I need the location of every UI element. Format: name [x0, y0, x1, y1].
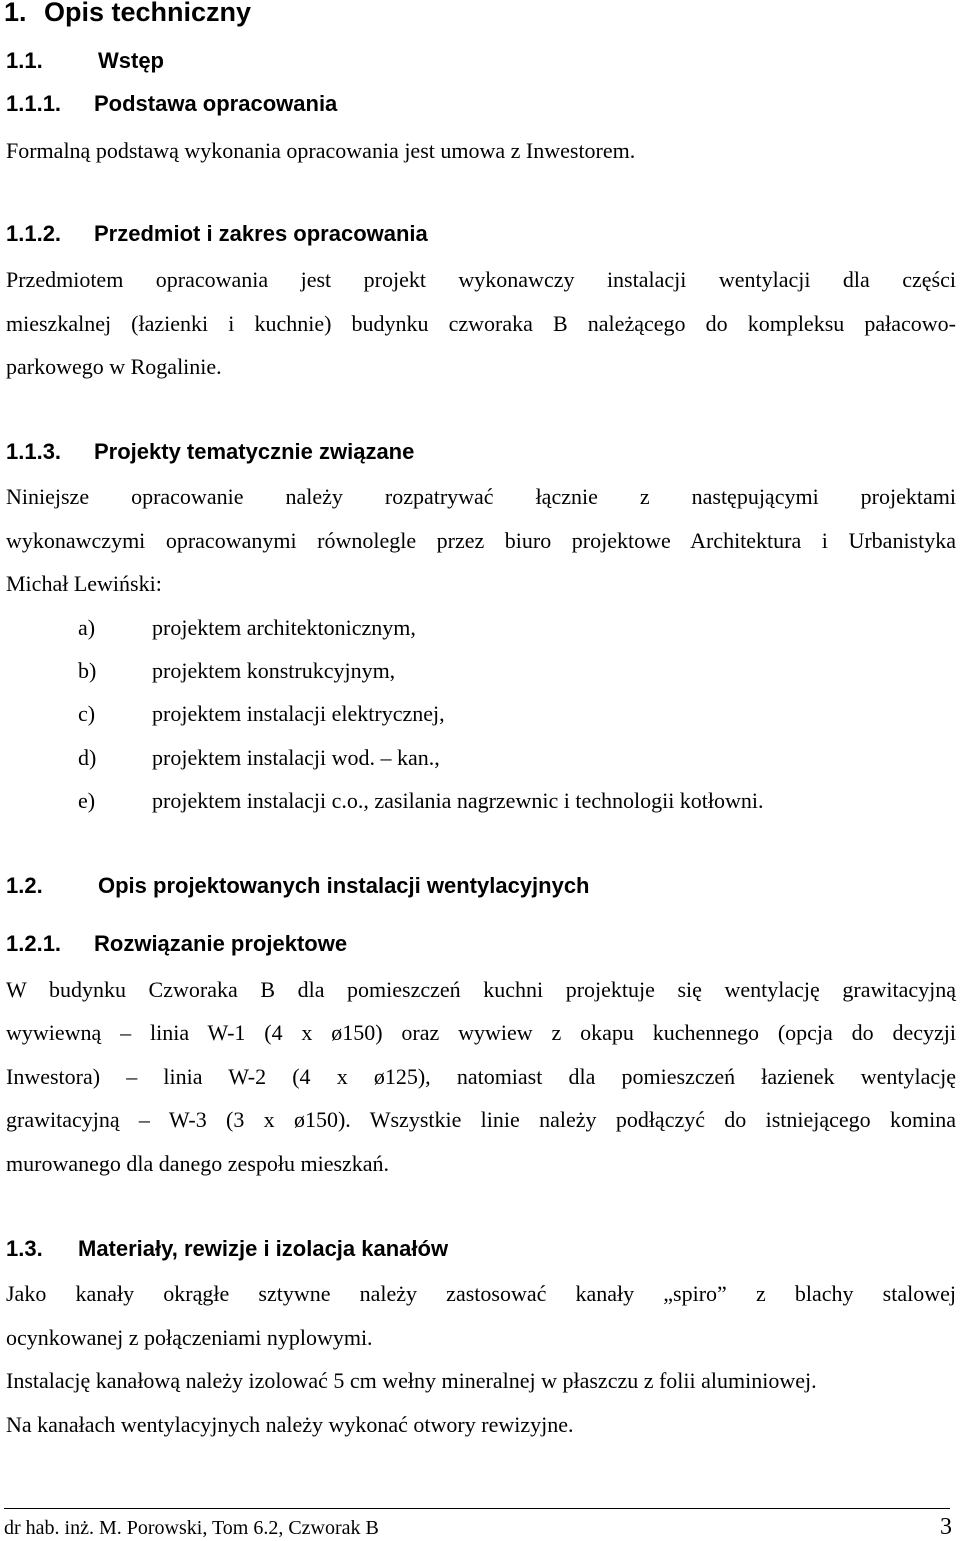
paragraph-line: murowanego dla danego zespołu mieszkań. — [6, 1151, 390, 1176]
paragraph-line: mieszkalnej (łazienki i kuchnie) budynku czworaka B należącego do kompleksu pałacowo- — [6, 311, 956, 336]
heading-number: 1.1.3. — [6, 439, 62, 464]
paragraph-line: ocynkowanej z połączeniami nyplowymi. — [6, 1325, 373, 1350]
list-item: projektem architektonicznym, — [152, 615, 416, 640]
heading-number: 1.3. — [6, 1236, 43, 1261]
paragraph-basis: Formalną podstawą wykonania opracowania jest umowa z Inwestorem. — [6, 138, 636, 163]
heading-title: Materiały, rewizje i izolacja kanałów — [78, 1236, 449, 1261]
paragraph-line: Na kanałach wentylacyjnych należy wykonać otwory rewizyjne. — [6, 1412, 574, 1437]
heading-number: 1.1.1. — [6, 91, 62, 116]
paragraph-line: Przedmiotem opracowania jest projekt wykonawczy instalacji wentylacji dla części — [6, 267, 956, 292]
heading-number: 1.1. — [6, 48, 43, 73]
paragraph-line: Michał Lewiński: — [6, 571, 162, 596]
paragraph-line: wykonawczymi opracowanymi równolegle przez biuro projektowe Architektura i Urbanistyka — [6, 528, 956, 553]
paragraph-line: wywiewną – linia W-1 (4 x ø150) oraz wywiew z okapu kuchennego (opcja do decyzji — [6, 1020, 956, 1045]
heading-title: Rozwiązanie projektowe — [94, 931, 348, 956]
paragraph-line: Jako kanały okrągłe sztywne należy zastosować kanały „spiro” z blachy stalowej — [6, 1281, 956, 1306]
heading-title: Opis techniczny — [44, 0, 252, 27]
page-number: 3 — [940, 1514, 952, 1540]
paragraph-line: Niniejsze opracowanie należy rozpatrywać łącznie z następującymi projektami — [6, 484, 956, 509]
paragraph-line: parkowego w Rogalinie. — [6, 354, 222, 379]
heading-number: 1.1.2. — [6, 221, 62, 246]
paragraph-line: Inwestora) – linia W-2 (4 x ø125), natomiast dla pomieszczeń łazienek wentylację — [6, 1064, 956, 1089]
paragraph-line: W budynku Czworaka B dla pomieszczeń kuchni projektuje się wentylację grawitacyjną — [6, 977, 956, 1002]
list-item: projektem instalacji c.o., zasilania nagrzewnic i technologii kotłowni. — [152, 788, 764, 813]
footer-author: dr hab. inż. M. Porowski, Tom 6.2, Czworak B — [4, 1517, 379, 1539]
heading-title: Przedmiot i zakres opracowania — [94, 221, 428, 246]
list-marker: d) — [78, 745, 97, 770]
heading-number: 1.2. — [6, 873, 43, 898]
list-item: projektem instalacji wod. – kan., — [152, 745, 440, 770]
heading-number: 1. — [4, 0, 27, 27]
list-item: projektem konstrukcyjnym, — [152, 658, 396, 683]
footer-divider — [4, 1508, 950, 1509]
heading-title: Opis projektowanych instalacji wentylacyjnych — [98, 873, 590, 898]
heading-title: Podstawa opracowania — [94, 91, 338, 116]
heading-number: 1.2.1. — [6, 931, 62, 956]
heading-title: Projekty tematycznie związane — [94, 439, 415, 464]
list-marker: b) — [78, 658, 97, 683]
list-item: projektem instalacji elektrycznej, — [152, 701, 445, 726]
paragraph-line: grawitacyjną – W-3 (3 x ø150). Wszystkie linie należy podłączyć do istniejącego komina — [6, 1107, 956, 1132]
heading-title: Wstęp — [98, 48, 164, 73]
list-marker: a) — [78, 615, 96, 640]
paragraph-line: Instalację kanałową należy izolować 5 cm wełny mineralnej w płaszczu z folii aluminiowej. — [6, 1368, 817, 1393]
list-marker: e) — [78, 788, 96, 813]
list-marker: c) — [78, 701, 96, 726]
